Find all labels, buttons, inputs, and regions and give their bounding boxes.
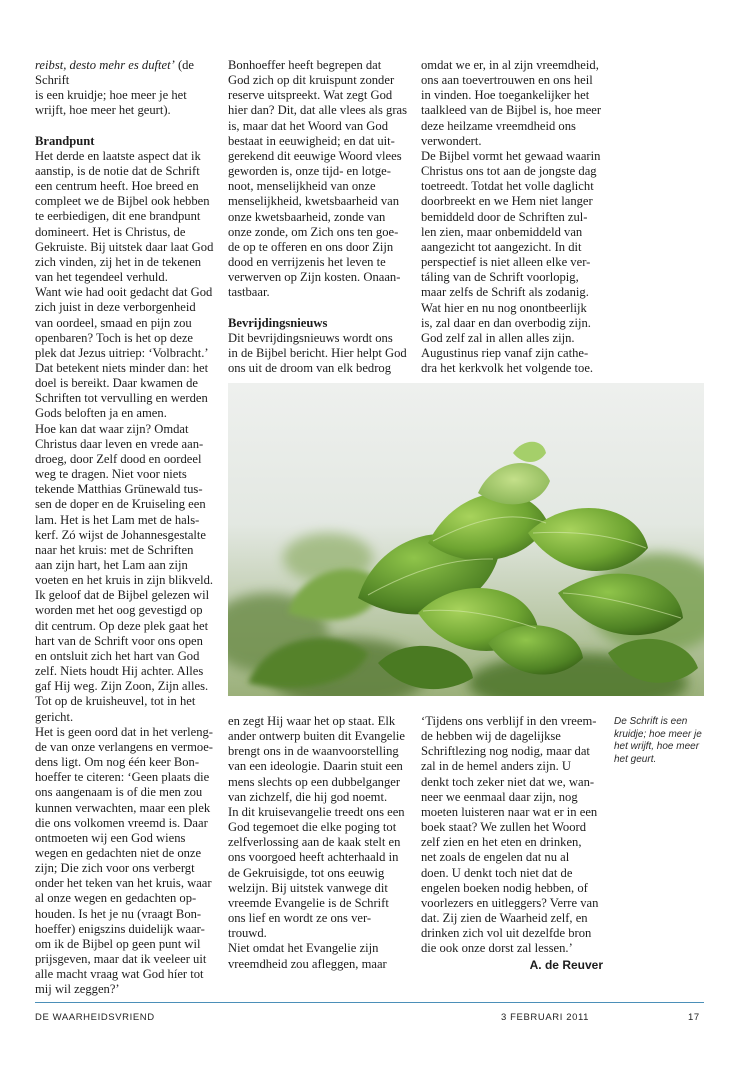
article-column-2: [228, 58, 408, 376]
column1-body: Het derde en laatste aspect dat ik aanstip, is de notie dat de Schrift een centrum heeft. Hoe breed en compleet we de Bijbel ook hebben te eerbiedigen, dit ene brandpunt domineert. Het is Christus, de Gekruiste. Bij uitstek daar laat God zich vinden, zij het in de tekenen van het tegendeel verhuld. Want wie had ooit gedacht dat God zich juist in deze verborgenheid van oordeel, smaad en pijn zou openbaren? Toch is het op deze plek dat Jezus uitriep: ‘Volbracht.’ Dat betekent niets minder dan: het doel is bereikt. Daar kwamen de Schriften tot vervulling en werden Gods beloften ja en amen. Hoe kan dat waar zijn? Omdat Christus daar leven en vrede aan- droeg, door Zelf dood en oordeel weg te dragen. Niet voor niets tekende Matthias Grünewald tus- sen de doper en de Kruiseling een lam. Het is het Lam met de hals- kerf. Zó wijst de Johannesgestalte naar het kruis: met de Schriften aan zijn hart, het Lam aan zijn voeten en het kruis in zijn blikveld. Ik geloof dat de Bijbel gelezen wil worden met het oog gevestigd op dit centrum. Op deze plek gaat het hart van de Schrift voor ons open en ontsluit zich het hart van God zelf. Niets houdt Hij achter. Alles gaf Hij weg. Zijn Zoon, Zijn alles. Tot op de kruisheuvel, tot in het gericht. Het is geen oord dat in het verleng- de van onze verlangens en vermoe- dens ligt. Om nog één keer Bon- hoeffer te citeren: ‘Geen plaats die ons aangenaam is of die men zou kunnen verwachten, maar een plek die ons volkomen vreemd is. Daar ontmoeten wij een God wiens wegen en gedachten niet de onze zijn; Die zich voor ons verbergt onder het teken van het kruis, waar al onze wegen en gedachten op- houden. Is het je nu (vraagt Bon- hoeffer) enigszins duidelijk waar- om ik de Bijbel op geen punt wil prijsgeven, maar dat ik veeleer uit alle macht vraag wat God híer tot mij wil zeggen?’: [35, 148, 214, 997]
column2-body-2: Dit bevrijdingsnieuws wordt ons in de Bijbel bericht. Hier helpt God ons uit de droom van elk bedrog: [228, 330, 407, 375]
article-column-5: [421, 714, 603, 973]
heading-bevrijdingsnieuws: Bevrijdingsnieuws: [228, 315, 328, 330]
column3-body: omdat we er, in al zijn vreemdheid, ons aan toevertrouwen en ons heil in vinden. Hoe toegankelijker het taalkleed van de Bijbel is, hoe meer deze heilzame vreemdheid ons verwondert. De Bijbel vormt het gewaad waarin Christus ons tot aan de jongste dag toetreedt. Totdat het volle daglicht doorbreekt en we Hem niet langer bemiddeld door de Schriften zul- len zien, maar onbemiddeld van aangezicht tot aangezicht. In dit perspectief is niet alleen elke ver- táling van de Schrift voorlopig, maar zelfs de Schrift als zodanig. Wat hier en nu nog onontbeerlijk is, zal daar en dan overbodig zijn. God zelf zal in allen alles zijn. Augustinus riep vanaf zijn cathe- dra het kerkvolk het volgende toe.: [421, 58, 602, 376]
column1-intro: [35, 58, 220, 119]
column4-body: en zegt Hij waar het op staat. Elk ander ontwerp buiten dit Evangelie brengt ons in de waanvoorstelling van een ideologie. Daarin stuit een mens slechts op een dubbelganger van zichzelf, die hij god noemt. In dit kruisevangelie treedt ons een God tegemoet die elke poging tot zelfverlossing aan de kaak stelt en ons voorgoed heeft achterhaald in de Gekruisigde, tot ons eeuwig welzijn. Bij uitstek vanwege dit vreemde Evangelie is de Schrift ons lief en wordt ze ons ver- trouwd. Niet omdat het Evangelie zijn vreemdheid zou afleggen, maar: [228, 714, 405, 971]
article-column-1: [35, 58, 220, 998]
article-column-4: [228, 714, 408, 972]
column2-body: Bonhoeffer heeft begrepen dat God zich op dit kruispunt zonder reserve uitspreekt. Wat zegt God hier dan? Dit, dat alle vlees als gras is, maar dat het Woord van God bestaat in eeuwigheid; en dat uit- gerekend dit eeuwige Woord vlees geworden is, onze tijd- en lotge- noot, menselijkheid van onze menselijkheid, kwetsbaarheid van onze kwetsbaarheid, zonde van onze zonde, om Zich ons ten goe- de op te offeren en ons door Zijn dood en verrijzenis het leven te verwerven op Zijn kosten. Onaan- tastbaar.: [228, 58, 408, 300]
page-number: 17: [688, 1012, 700, 1023]
basil-photo: [228, 383, 704, 696]
heading-brandpunt: Brandpunt: [35, 133, 95, 148]
footer-publication: DE WAARHEIDSVRIEND: [35, 1012, 155, 1023]
column5-body: ‘Tijdens ons verblijf in den vreem- de hebben wij de dagelijkse Schriftlezing nog nodig, maar dat zal in de hemel anders zijn. U denkt toch zeker niet dat we, wan- neer we eenmaal daar zijn, nog moeten luisteren naar wat er in een boek staat? We zullen het Woord zelf zien en het eten en drinken, net zoals de engelen dat nu al doen. U denkt toch niet dat de engelen boeken nodig hebben, of voorlezers en uitleggers? Verre van dat. Zij zien de Waarheid zelf, en drinken zich vol uit dezelfde bron die ook onze dorst zal lessen.’: [421, 714, 599, 956]
footer-divider: [35, 1002, 704, 1003]
article-column-3: [421, 58, 603, 376]
sidenote-quote: De Schrift is een kruidje; hoe meer je het wrijft, hoe meer het geurt.: [614, 716, 702, 765]
author-byline: A. de Reuver: [529, 957, 603, 972]
column1-intro-rest: (de Schrift is een kruidje; hoe meer je het wrijft, hoe meer het geurt).: [35, 58, 195, 118]
quote-fragment: reibst, desto mehr es duftet’: [35, 58, 175, 72]
footer-date: 3 FEBRUARI 2011: [501, 1012, 590, 1023]
